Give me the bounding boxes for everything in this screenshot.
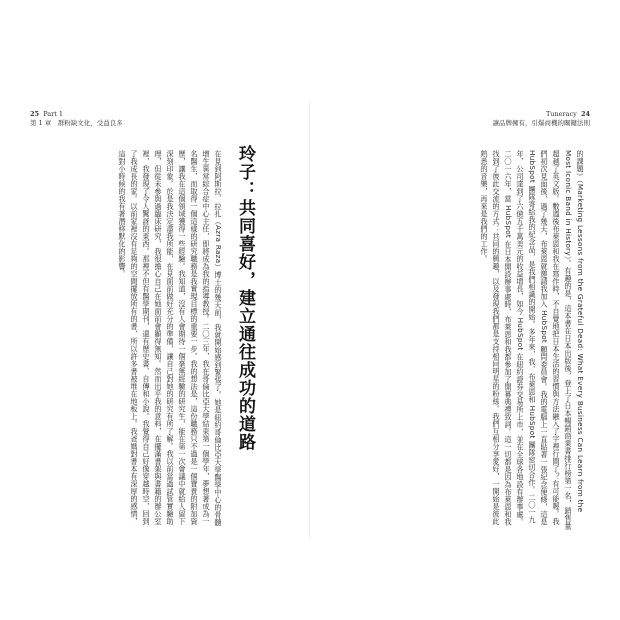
- right-running-header: [493, 110, 591, 128]
- book-gutter: [309, 100, 310, 540]
- left-page-number: 25: [30, 110, 40, 118]
- right-running-title: Tuneracy: [545, 110, 577, 118]
- section-heading: 玲子：共同喜好，建立通往成功的道路: [235, 145, 255, 451]
- left-running-header: [30, 110, 123, 128]
- right-subtitle: 讓品牌擁有，引爆商機的關鍵法則: [492, 119, 590, 127]
- right-body-text: 的課題》（Marketing Lessons from the Grateful Dead: What Every Business Can Learn from the Most Iconic Band in History）。有趣的是，這本書在日本出版後，登上了日本暢銷商業書排行榜第一名，銷售量超越了英文版。數週後布萊恩和我在寫作時，不自覺地把日本生活的習慣與方法融入了字裡行間了？有可能喔。我們初次見面後，過了幾天，布萊恩就邀請我加入 HubSpot 顧問委員會。我的電腦上一直貼著一張紀念便條，這是 HubSpot 團隊寄給我的紀念品，是我們相識的開始。多年來，我、布萊恩和 HubSpot 團隊密切合作。二〇一九年，公司達到了六億五千萬美元的收益增長，如今 HubSpot 在紐約證券交易所上市，並在全球各地設有辦事處。二〇一六年，當 HubSpot 在日本開設辦事處時，布萊恩和我都參加了開幕典禮致詞。這一切都是因為布萊恩和我找到了彼此交流的方式：共同的興趣，以及發現我們都是支持相同明星的粉絲。我們互相分享愛好，一開始是彼此熟悉的音樂，再來是我們的工作。: [480, 150, 585, 530]
- left-part-label: Part 1: [43, 110, 64, 118]
- right-page-number: 24: [580, 110, 590, 118]
- left-body-text: 在見到阿斯拉．拉扎（Azra Raza）博士的幾天前，我就開始感到緊張了。她是紐約哥倫比亞大學醫學中心的骨髓增生異常綜合症中心主任，即將成為我的指導教授。二〇三年，我在哥倫比亞大學結束第一個學年，夢想著成為一名醫生，而取得一個這樣的研究職務是我實現目標的重要一步。我的想法是，這份職務只不過是一個寶貴的附加資歷，讓我在這個領域獲得一些經驗。我知道，沒有人會期待一個毫無經驗的研究生，能在第一次會議中就給人留下深刻印象。於是我決定盡我所能，在見面前做好充分的準備，讓自己對她的研究有所了解。我以前當過試管實驗助理，但從未參與過臨床研究，我很擔心自己在她面前會顯得無知。然而出乎我的意料，在擺滿書架與書籍的辦公室裡，我發現了令人驚訝的東西。那裡不但有醫學期刊，還有歷史書、自傳和小說。我覺得自己好像穿越時空，回到了我成長的家。以前家裡沒有足夠的空間擺放所有的書，所以許多書被堆在地板上。我爸媽對書本有深厚的感情，這對小時候的我有著潛移默化的影響。: [118, 150, 223, 526]
- left-chapter-title: 第 1 章 群粉缺文化，受益良多: [30, 119, 123, 127]
